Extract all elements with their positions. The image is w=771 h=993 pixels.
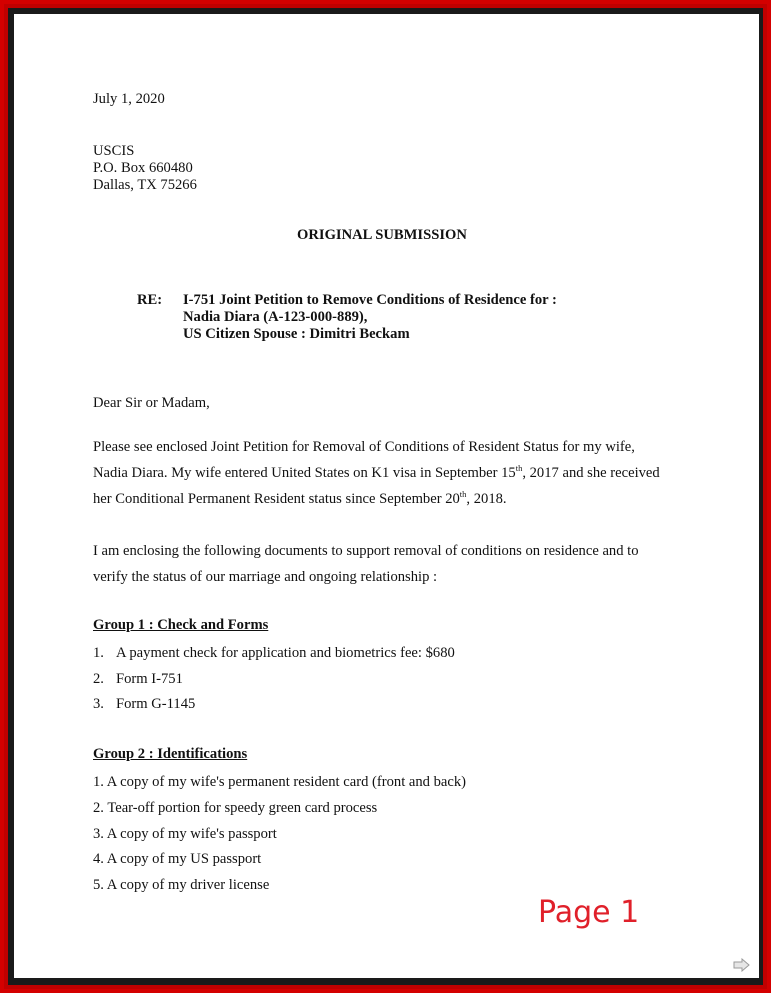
list-item: 1. A copy of my wife's permanent resident card (front and back) [93, 774, 467, 790]
salutation: Dear Sir or Madam, [93, 395, 210, 411]
list-item: 3. A copy of my wife's passport [93, 825, 277, 842]
list-item: 5. A copy of my driver license [93, 877, 270, 894]
re-line: Nadia Diara (A-123-000-889), [183, 309, 368, 325]
group2-title: Group 2 : Identifications [93, 746, 248, 762]
address-line: P.O. Box 660480 [93, 160, 193, 176]
paragraph-line: I am enclosing the following documents to support removal of conditions on residence and to [93, 543, 639, 559]
group1-list [93, 641, 455, 718]
list-item: 2. Tear-off portion for speedy green card process [93, 799, 378, 816]
address-line: Dallas, TX 75266 [93, 177, 197, 193]
paragraph-line: verify the status of our marriage and ongoing relationship : [93, 569, 438, 585]
re-line: US Citizen Spouse : Dimitri Beckam [183, 326, 410, 342]
letter-heading: ORIGINAL SUBMISSION [297, 227, 467, 243]
group1-title: Group 1 : Check and Forms [93, 617, 269, 633]
paragraph-line: her Conditional Permanent Resident status since September 20th, 2018. [93, 489, 507, 507]
list-item: 1. A payment check for application and biometrics fee: $680 [93, 645, 455, 661]
list-item: 3. Form G-1145 [93, 696, 196, 712]
enclosure-paragraph [93, 538, 639, 590]
next-page-arrow-icon[interactable] [733, 958, 751, 972]
recipient-address [93, 143, 197, 194]
re-label: RE: [137, 292, 163, 308]
document-page [14, 14, 759, 978]
list-item: 2. Form I-751 [93, 670, 183, 687]
address-line: USCIS [93, 143, 135, 159]
re-subject [183, 292, 557, 343]
list-item: 4. A copy of my US passport [93, 851, 262, 868]
letter-date: July 1, 2020 [93, 91, 165, 107]
re-line: I-751 Joint Petition to Remove Conditions of Residence for : [183, 292, 557, 308]
page-number-label: Page 1 [538, 895, 640, 930]
group2-list [93, 770, 466, 899]
paragraph-line: Please see enclosed Joint Petition for Removal of Conditions of Resident Status for my wife, [93, 439, 635, 455]
paragraph-line: Nadia Diara. My wife entered United States on K1 visa in September 15th, 2017 and she received [93, 463, 660, 481]
intro-paragraph [93, 434, 660, 512]
